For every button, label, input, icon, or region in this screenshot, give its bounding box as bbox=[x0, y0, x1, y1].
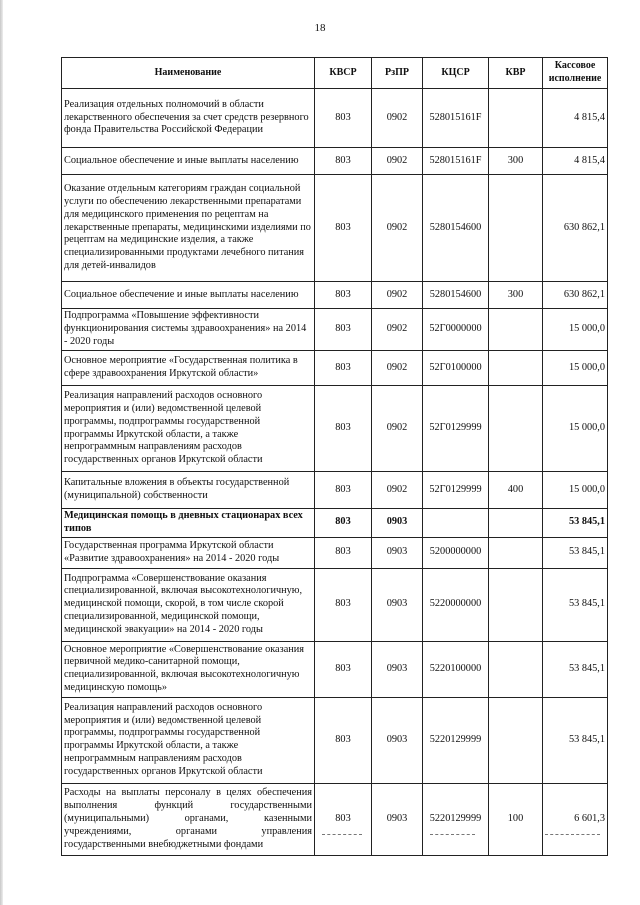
page-number: 18 bbox=[314, 22, 326, 34]
row-kcsr: 52Г0000000 bbox=[423, 309, 489, 351]
row-kcsr: 528015161F bbox=[423, 89, 489, 148]
row-kvr bbox=[489, 351, 543, 386]
row-rzpr: 0903 bbox=[372, 641, 423, 697]
row-amount: 4 815,4 bbox=[543, 148, 608, 175]
row-kvr: 300 bbox=[489, 282, 543, 309]
table-row bbox=[62, 783, 608, 855]
row-kvr bbox=[489, 175, 543, 282]
row-name: Подпрограмма «Повышение эффективности функционирования системы здравоохранения» на 2014 - 2020 годы bbox=[62, 309, 315, 351]
row-amount: 15 000,0 bbox=[543, 309, 608, 351]
row-name: Социальное обеспечение и иные выплаты населению bbox=[62, 282, 315, 309]
row-rzpr: 0902 bbox=[372, 89, 423, 148]
row-rzpr: 0903 bbox=[372, 568, 423, 641]
table-row bbox=[62, 472, 608, 509]
row-amount: 6 601,3 bbox=[543, 783, 608, 855]
row-amount: 53 845,1 bbox=[543, 537, 608, 568]
row-rzpr: 0902 bbox=[372, 309, 423, 351]
row-name: Подпрограмма «Совершенствование оказания специализированной, включая высокотехнологичную, медицинской помощи, скорой, в том числе скорой специализированной, медицинской помощи, медицинской эвакуации» на 2014 - 2020 годы bbox=[62, 568, 315, 641]
row-kvsr: 803 bbox=[315, 282, 372, 309]
table-row bbox=[62, 282, 608, 309]
row-kvsr: 803 bbox=[315, 386, 372, 472]
row-amount: 15 000,0 bbox=[543, 472, 608, 509]
row-kcsr: 52Г0100000 bbox=[423, 351, 489, 386]
row-rzpr: 0902 bbox=[372, 175, 423, 282]
row-kvr bbox=[489, 89, 543, 148]
header-name: Наименование bbox=[62, 58, 315, 89]
row-kvr bbox=[489, 386, 543, 472]
row-amount: 53 845,1 bbox=[543, 697, 608, 783]
row-kcsr: 52Г0129999 bbox=[423, 472, 489, 509]
row-kvr bbox=[489, 509, 543, 538]
row-kcsr: 52Г0129999 bbox=[423, 386, 489, 472]
row-amount: 53 845,1 bbox=[543, 509, 608, 538]
header-kvsr: КВСР bbox=[315, 58, 372, 89]
row-kcsr: 5220000000 bbox=[423, 568, 489, 641]
header-amount: Кассовое исполнение bbox=[543, 58, 608, 89]
row-rzpr: 0902 bbox=[372, 351, 423, 386]
row-kvsr: 803 bbox=[315, 309, 372, 351]
row-name: Расходы на выплаты персоналу в целях обеспечения выполнения функций государственными (муниципальными) органами, казенными учреждениями, органами управления государственными внебюджетными фондами bbox=[62, 783, 315, 855]
table-row-section bbox=[62, 509, 608, 538]
row-kcsr: 5220129999 bbox=[423, 697, 489, 783]
row-kcsr: 5280154600 bbox=[423, 175, 489, 282]
row-kvsr: 803 bbox=[315, 697, 372, 783]
row-kvsr: 803 bbox=[315, 641, 372, 697]
row-kvr: 300 bbox=[489, 148, 543, 175]
row-amount: 4 815,4 bbox=[543, 89, 608, 148]
table-row bbox=[62, 537, 608, 568]
row-amount: 630 862,1 bbox=[543, 282, 608, 309]
budget-execution-table bbox=[61, 57, 608, 856]
row-amount: 15 000,0 bbox=[543, 386, 608, 472]
row-name: Реализация отдельных полномочий в области лекарственного обеспечения за счет средств резервного фонда Правительства Российской Федерации bbox=[62, 89, 315, 148]
row-rzpr: 0902 bbox=[372, 472, 423, 509]
row-kvr: 100 bbox=[489, 783, 543, 855]
row-rzpr: 0903 bbox=[372, 537, 423, 568]
row-kvr bbox=[489, 568, 543, 641]
row-name: Оказание отдельным категориям граждан социальной услуги по обеспечению лекарственными препаратами для медицинского применения по рецептам на лекарственные препараты, медицинскими изделиями по рецептам на медицинские изделия, а также специализированными продуктами лечебного питания для детей-инвалидов bbox=[62, 175, 315, 282]
row-kvr: 400 bbox=[489, 472, 543, 509]
row-name: Медицинская помощь в дневных стационарах всех типов bbox=[62, 509, 315, 538]
row-amount: 15 000,0 bbox=[543, 351, 608, 386]
row-kcsr: 528015161F bbox=[423, 148, 489, 175]
row-name: Основное мероприятие «Государственная политика в сфере здравоохранения Иркутской области» bbox=[62, 351, 315, 386]
row-kcsr: 5280154600 bbox=[423, 282, 489, 309]
header-kcsr: КЦСР bbox=[423, 58, 489, 89]
scan-artifact-line bbox=[322, 834, 362, 835]
row-kvsr: 803 bbox=[315, 351, 372, 386]
row-name: Государственная программа Иркутской области «Развитие здравоохранения» на 2014 - 2020 годы bbox=[62, 537, 315, 568]
table-header-row bbox=[62, 58, 608, 89]
row-kvsr: 803 bbox=[315, 568, 372, 641]
row-kvr bbox=[489, 641, 543, 697]
table-row bbox=[62, 175, 608, 282]
table-row bbox=[62, 568, 608, 641]
row-kvr bbox=[489, 697, 543, 783]
row-amount: 630 862,1 bbox=[543, 175, 608, 282]
header-kvr: КВР bbox=[489, 58, 543, 89]
row-name: Основное мероприятие «Совершенствование оказания первичной медико-санитарной помощи, специализированной, включая высокотехнологичную медицинскую помощь» bbox=[62, 641, 315, 697]
scan-left-edge bbox=[0, 0, 3, 905]
row-rzpr: 0903 bbox=[372, 697, 423, 783]
row-kcsr: 5200000000 bbox=[423, 537, 489, 568]
table-row bbox=[62, 351, 608, 386]
scan-artifact-line bbox=[545, 834, 600, 835]
row-name: Социальное обеспечение и иные выплаты населению bbox=[62, 148, 315, 175]
row-name: Реализация направлений расходов основного мероприятия и (или) ведомственной целевой программы, подпрограммы государственной программы Иркутской области, а также непрограммным направлениям расходов государственных органов Иркутской области bbox=[62, 697, 315, 783]
row-kcsr: 5220129999 bbox=[423, 783, 489, 855]
row-name: Капитальные вложения в объекты государственной (муниципальной) собственности bbox=[62, 472, 315, 509]
row-amount: 53 845,1 bbox=[543, 568, 608, 641]
row-name: Реализация направлений расходов основного мероприятия и (или) ведомственной целевой программы, подпрограммы государственной программы Иркутской области, а также непрограммным направлениям расходов государственных органов Иркутской области bbox=[62, 386, 315, 472]
row-kcsr bbox=[423, 509, 489, 538]
row-kvsr: 803 bbox=[315, 175, 372, 282]
row-rzpr: 0902 bbox=[372, 386, 423, 472]
row-rzpr: 0902 bbox=[372, 148, 423, 175]
row-kvr bbox=[489, 537, 543, 568]
table-row bbox=[62, 641, 608, 697]
row-rzpr: 0902 bbox=[372, 282, 423, 309]
row-kvsr: 803 bbox=[315, 472, 372, 509]
table-row bbox=[62, 697, 608, 783]
row-kcsr: 5220100000 bbox=[423, 641, 489, 697]
row-kvsr: 803 bbox=[315, 509, 372, 538]
scan-artifact-line bbox=[430, 834, 475, 835]
table-row bbox=[62, 309, 608, 351]
table-row bbox=[62, 386, 608, 472]
row-kvsr: 803 bbox=[315, 148, 372, 175]
row-rzpr: 0903 bbox=[372, 783, 423, 855]
header-rzpr: РзПР bbox=[372, 58, 423, 89]
row-kvr bbox=[489, 309, 543, 351]
table-row bbox=[62, 148, 608, 175]
row-kvsr: 803 bbox=[315, 537, 372, 568]
table-row bbox=[62, 89, 608, 148]
row-kvsr: 803 bbox=[315, 783, 372, 855]
row-rzpr: 0903 bbox=[372, 509, 423, 538]
row-amount: 53 845,1 bbox=[543, 641, 608, 697]
row-kvsr: 803 bbox=[315, 89, 372, 148]
